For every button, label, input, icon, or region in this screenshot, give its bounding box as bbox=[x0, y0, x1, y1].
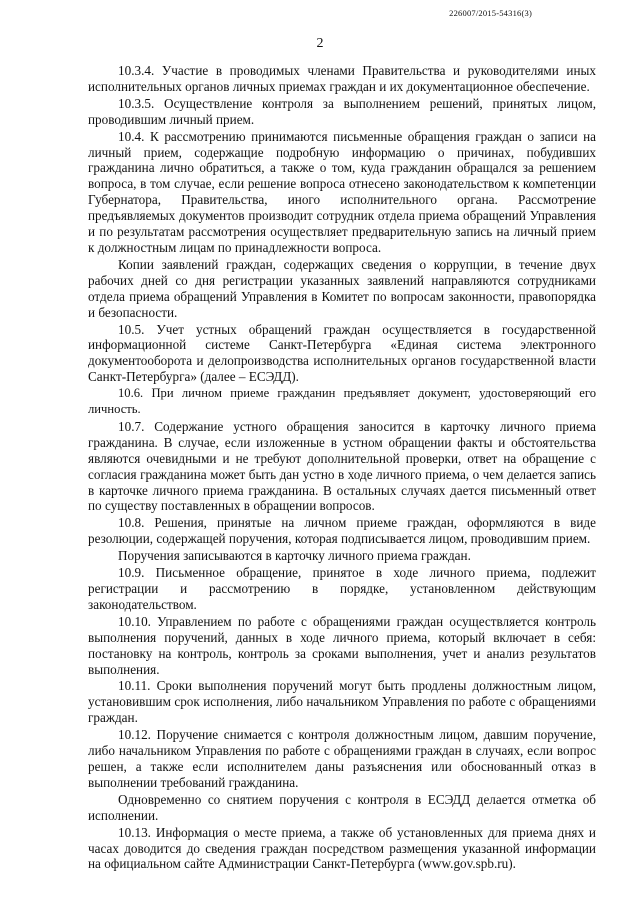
paragraph-10-13: 10.13. Информация о месте приема, а также об установленных для приема днях и часах доводится до сведения граждан посредством размещения указанной информации на официальном сайте Администрации Санкт-Петербурга (www.gov.spb.ru). bbox=[88, 824, 596, 872]
paragraph-10-8: 10.8. Решения, принятые на личном приеме граждан, оформляются в виде резолюции, содержащей поручения, которая подписывается лицом, проводившим прием. bbox=[88, 515, 596, 547]
paragraph-esedd-mark: Одновременно со снятием поручения с контроля в ЕСЭДД делается отметка об исполнении. bbox=[88, 791, 596, 823]
paragraph-10-11: 10.11. Сроки выполнения поручений могут быть продлены должностным лицом, установившим срок исполнения, либо начальником Управления по работе с обращениями граждан. bbox=[88, 678, 596, 726]
paragraph-10-3-4: 10.3.4. Участие в проводимых членами Правительства и руководителями иных исполнительных органов личных приемах граждан и их документационное обеспечение. bbox=[88, 63, 596, 94]
paragraph-10-6: 10.6. При личном приеме гражданин предъявляет документ, удостоверяющий его личность. bbox=[88, 386, 596, 417]
document-number: 226007/2015-54316(3) bbox=[449, 8, 532, 18]
paragraph-10-12: 10.12. Поручение снимается с контроля должностным лицом, давшим поручение, либо начальником Управления по работе с обращениями граждан в случаях, если вопрос решен, а также если исполнителем даны разъяснения или обоснованный отказ в выполнении требований гражданина. bbox=[88, 727, 596, 790]
paragraph-corruption-copies: Копии заявлений граждан, содержащих сведения о коррупции, в течение двух рабочих дней со дня регистрации указанных заявлений направляются сотрудниками отдела приема обращений Управления в Комитет по вопросам законности, правопорядка и безопасности. bbox=[88, 256, 596, 320]
paragraph-10-5: 10.5. Учет устных обращений граждан осуществляется в государственной информационной системе Санкт-Петербурга «Единая система электронного документооборота и делопроизводства исполнительных органов государственной власти Санкт-Петербурга» (далее – ЕСЭДД). bbox=[88, 321, 596, 385]
paragraph-10-7: 10.7. Содержание устного обращения заносится в карточку личного приема гражданина. В случае, если изложенные в устном обращении факты и обстоятельства являются очевидными и не требуют дополнительной проверки, ответ на обращение с согласия гражданина может быть дан устно в ходе личного приема, о чем делается запись в карточке личного приема гражданина. В остальных случаях дается письменный ответ по существу поставленных в обращении вопросов. bbox=[88, 418, 596, 514]
paragraph-10-4: 10.4. К рассмотрению принимаются письменные обращения граждан о записи на личный прием, содержащие подробную информацию о причинах, побудивших гражданина лично обратиться, а также о том, куда гражданин обращался за решением вопроса, в том случае, если решение вопроса отнесено законодательством к компетенции Губернатора, Правительства, иного исполнительного органа. Рассмотрение предъявляемых документов производит сотрудник отдела приема обращений Управления и по результатам рассмотрения осуществляет предварительную запись на личный прием к должностным лицам по принадлежности вопроса. bbox=[88, 128, 596, 255]
page-number: 2 bbox=[316, 36, 324, 51]
paragraph-10-3-5: 10.3.5. Осуществление контроля за выполнением решений, принятых лицом, проводившим личный прием. bbox=[88, 95, 596, 127]
paragraph-instructions-recorded: Поручения записываются в карточку личного приема граждан. bbox=[118, 548, 471, 564]
paragraph-10-9: 10.9. Письменное обращение, принятое в ходе личного приема, подлежит регистрации и рассмотрению в порядке, установленном действующим законодательством. bbox=[88, 565, 596, 612]
paragraph-10-10: 10.10. Управлением по работе с обращениями граждан осуществляется контроль выполнения поручений, данных в ходе личного приема, который включает в себя: постановку на контроль, контроль за сроками выполнения, учет и анализ результатов выполнения. bbox=[88, 613, 596, 677]
document-body bbox=[88, 63, 596, 872]
